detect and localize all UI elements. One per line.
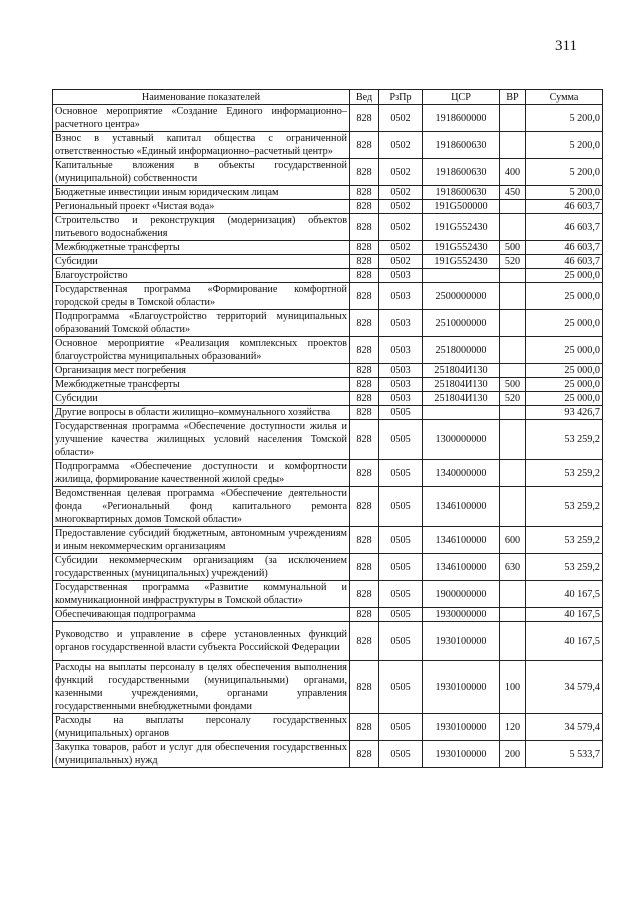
cell-sum: 46 603,7 bbox=[526, 255, 603, 269]
cell-name: Государственная программа «Развитие коммунальной и коммуникационной инфраструктуры в Томской области» bbox=[53, 581, 350, 608]
cell-rzpr: 0505 bbox=[379, 661, 423, 714]
cell-csr: 1930100000 bbox=[423, 741, 500, 768]
cell-sum: 5 200,0 bbox=[526, 105, 603, 132]
cell-name: Основное мероприятие «Создание Единого информационно–расчетного центра» bbox=[53, 105, 350, 132]
table-row bbox=[53, 214, 603, 241]
cell-vr bbox=[500, 200, 526, 214]
cell-sum: 5 533,7 bbox=[526, 741, 603, 768]
cell-vr bbox=[500, 283, 526, 310]
cell-sum: 40 167,5 bbox=[526, 622, 603, 661]
cell-name: Расходы на выплаты персоналу государственных (муниципальных) органов bbox=[53, 714, 350, 741]
cell-vr bbox=[500, 460, 526, 487]
cell-rzpr: 0503 bbox=[379, 364, 423, 378]
table-body bbox=[53, 105, 603, 768]
cell-csr: 2500000000 bbox=[423, 283, 500, 310]
cell-rzpr: 0502 bbox=[379, 200, 423, 214]
table-row bbox=[53, 337, 603, 364]
cell-csr: 1930100000 bbox=[423, 661, 500, 714]
cell-csr bbox=[423, 406, 500, 420]
cell-rzpr: 0505 bbox=[379, 608, 423, 622]
cell-rzpr: 0503 bbox=[379, 269, 423, 283]
cell-vr: 520 bbox=[500, 392, 526, 406]
cell-rzpr: 0505 bbox=[379, 714, 423, 741]
cell-rzpr: 0505 bbox=[379, 406, 423, 420]
cell-sum: 25 000,0 bbox=[526, 364, 603, 378]
cell-name: Бюджетные инвестиции иным юридическим лицам bbox=[53, 186, 350, 200]
cell-vr bbox=[500, 269, 526, 283]
cell-sum: 53 259,2 bbox=[526, 460, 603, 487]
cell-csr: 1346100000 bbox=[423, 527, 500, 554]
cell-ved: 828 bbox=[350, 392, 379, 406]
cell-name: Расходы на выплаты персоналу в целях обеспечения выполнения функций государственными (муниципальными) органами, казенными учреждениями, органами управления государственными внебюджетными фондами bbox=[53, 661, 350, 714]
cell-csr: 251804И130 bbox=[423, 392, 500, 406]
cell-csr: 1918600630 bbox=[423, 132, 500, 159]
cell-vr bbox=[500, 608, 526, 622]
cell-name: Государственная программа «Обеспечение доступности жилья и улучшение качества жилищных условий населения Томской области» bbox=[53, 420, 350, 460]
cell-vr bbox=[500, 364, 526, 378]
cell-ved: 828 bbox=[350, 622, 379, 661]
cell-csr: 251804И130 bbox=[423, 364, 500, 378]
table-row bbox=[53, 200, 603, 214]
cell-csr: 1918600000 bbox=[423, 105, 500, 132]
cell-name: Руководство и управление в сфере установленных функций органов государственной власти субъекта Российской Федерации bbox=[53, 622, 350, 661]
cell-csr: 1300000000 bbox=[423, 420, 500, 460]
cell-name: Капитальные вложения в объекты государственной (муниципальной) собственности bbox=[53, 159, 350, 186]
cell-csr: 1346100000 bbox=[423, 487, 500, 527]
cell-vr: 500 bbox=[500, 241, 526, 255]
cell-rzpr: 0505 bbox=[379, 420, 423, 460]
cell-vr bbox=[500, 105, 526, 132]
cell-ved: 828 bbox=[350, 200, 379, 214]
cell-ved: 828 bbox=[350, 214, 379, 241]
table-row bbox=[53, 255, 603, 269]
cell-ved: 828 bbox=[350, 105, 379, 132]
cell-sum: 46 603,7 bbox=[526, 200, 603, 214]
cell-vr: 200 bbox=[500, 741, 526, 768]
table-row bbox=[53, 132, 603, 159]
cell-rzpr: 0503 bbox=[379, 283, 423, 310]
table-row bbox=[53, 186, 603, 200]
cell-rzpr: 0505 bbox=[379, 741, 423, 768]
cell-vr bbox=[500, 581, 526, 608]
cell-ved: 828 bbox=[350, 378, 379, 392]
cell-csr: 1346100000 bbox=[423, 554, 500, 581]
cell-vr: 450 bbox=[500, 186, 526, 200]
cell-name: Строительство и реконструкция (модернизация) объектов питьевого водоснабжения bbox=[53, 214, 350, 241]
cell-ved: 828 bbox=[350, 420, 379, 460]
cell-name: Другие вопросы в области жилищно–коммунального хозяйства bbox=[53, 406, 350, 420]
cell-rzpr: 0505 bbox=[379, 460, 423, 487]
table-row bbox=[53, 714, 603, 741]
cell-rzpr: 0505 bbox=[379, 622, 423, 661]
cell-csr: 191G552430 bbox=[423, 214, 500, 241]
cell-rzpr: 0505 bbox=[379, 581, 423, 608]
cell-csr: 2510000000 bbox=[423, 310, 500, 337]
cell-rzpr: 0505 bbox=[379, 554, 423, 581]
cell-sum: 53 259,2 bbox=[526, 554, 603, 581]
cell-csr bbox=[423, 269, 500, 283]
table-row bbox=[53, 608, 603, 622]
cell-name: Предоставление субсидий бюджетным, автономным учреждениям и иным некоммерческим организациям bbox=[53, 527, 350, 554]
cell-sum: 25 000,0 bbox=[526, 310, 603, 337]
table-row bbox=[53, 283, 603, 310]
cell-csr: 1340000000 bbox=[423, 460, 500, 487]
table-row bbox=[53, 310, 603, 337]
cell-vr bbox=[500, 420, 526, 460]
cell-rzpr: 0502 bbox=[379, 255, 423, 269]
table-row bbox=[53, 622, 603, 661]
cell-ved: 828 bbox=[350, 554, 379, 581]
cell-csr: 2518000000 bbox=[423, 337, 500, 364]
cell-sum: 40 167,5 bbox=[526, 608, 603, 622]
cell-ved: 828 bbox=[350, 159, 379, 186]
cell-rzpr: 0503 bbox=[379, 337, 423, 364]
cell-rzpr: 0502 bbox=[379, 105, 423, 132]
cell-name: Субсидии bbox=[53, 255, 350, 269]
cell-ved: 828 bbox=[350, 741, 379, 768]
header-row bbox=[53, 90, 603, 105]
header-name: Наименование показателей bbox=[53, 90, 350, 105]
cell-rzpr: 0502 bbox=[379, 186, 423, 200]
header-rzpr: РзПр bbox=[379, 90, 423, 105]
cell-name: Межбюджетные трансферты bbox=[53, 378, 350, 392]
cell-vr: 600 bbox=[500, 527, 526, 554]
cell-ved: 828 bbox=[350, 661, 379, 714]
cell-vr bbox=[500, 214, 526, 241]
cell-vr: 630 bbox=[500, 554, 526, 581]
cell-rzpr: 0503 bbox=[379, 392, 423, 406]
cell-vr bbox=[500, 132, 526, 159]
cell-ved: 828 bbox=[350, 186, 379, 200]
table-row bbox=[53, 269, 603, 283]
table-row bbox=[53, 460, 603, 487]
table-row bbox=[53, 554, 603, 581]
table-row bbox=[53, 406, 603, 420]
cell-ved: 828 bbox=[350, 527, 379, 554]
cell-vr: 400 bbox=[500, 159, 526, 186]
cell-rzpr: 0503 bbox=[379, 378, 423, 392]
cell-sum: 46 603,7 bbox=[526, 214, 603, 241]
cell-ved: 828 bbox=[350, 255, 379, 269]
table-row bbox=[53, 420, 603, 460]
cell-sum: 25 000,0 bbox=[526, 283, 603, 310]
cell-name: Закупка товаров, работ и услуг для обеспечения государственных (муниципальных) нужд bbox=[53, 741, 350, 768]
cell-sum: 25 000,0 bbox=[526, 269, 603, 283]
cell-vr: 120 bbox=[500, 714, 526, 741]
cell-sum: 53 259,2 bbox=[526, 420, 603, 460]
cell-sum: 46 603,7 bbox=[526, 241, 603, 255]
cell-sum: 53 259,2 bbox=[526, 487, 603, 527]
cell-csr: 251804И130 bbox=[423, 378, 500, 392]
cell-ved: 828 bbox=[350, 241, 379, 255]
table-row bbox=[53, 581, 603, 608]
cell-ved: 828 bbox=[350, 269, 379, 283]
cell-vr: 100 bbox=[500, 661, 526, 714]
cell-ved: 828 bbox=[350, 406, 379, 420]
cell-name: Взнос в уставный капитал общества с ограниченной ответственностью «Единый информационно–расчетный центр» bbox=[53, 132, 350, 159]
cell-ved: 828 bbox=[350, 581, 379, 608]
table-header bbox=[53, 90, 603, 105]
cell-vr bbox=[500, 487, 526, 527]
cell-rzpr: 0503 bbox=[379, 310, 423, 337]
cell-name: Организация мест погребения bbox=[53, 364, 350, 378]
cell-name: Подпрограмма «Обеспечение доступности и комфортности жилища, формирование качественной жилой среды» bbox=[53, 460, 350, 487]
table-row bbox=[53, 105, 603, 132]
table-row bbox=[53, 741, 603, 768]
header-csr: ЦСР bbox=[423, 90, 500, 105]
budget-table bbox=[52, 89, 603, 768]
cell-ved: 828 bbox=[350, 487, 379, 527]
cell-ved: 828 bbox=[350, 132, 379, 159]
table-row bbox=[53, 661, 603, 714]
cell-csr: 1930000000 bbox=[423, 608, 500, 622]
cell-name: Основное мероприятие «Реализация комплексных проектов благоустройства муниципальных образований» bbox=[53, 337, 350, 364]
table-row bbox=[53, 241, 603, 255]
header-sum: Сумма bbox=[526, 90, 603, 105]
cell-rzpr: 0502 bbox=[379, 159, 423, 186]
page-number: 311 bbox=[555, 38, 577, 54]
cell-csr: 191G552430 bbox=[423, 241, 500, 255]
cell-vr bbox=[500, 310, 526, 337]
cell-csr: 191G552430 bbox=[423, 255, 500, 269]
header-ved: Вед bbox=[350, 90, 379, 105]
cell-rzpr: 0502 bbox=[379, 132, 423, 159]
header-vr: ВР bbox=[500, 90, 526, 105]
cell-name: Субсидии некоммерческим организациям (за исключением государственных (муниципальных) учреждений) bbox=[53, 554, 350, 581]
cell-name: Межбюджетные трансферты bbox=[53, 241, 350, 255]
cell-rzpr: 0505 bbox=[379, 527, 423, 554]
cell-sum: 34 579,4 bbox=[526, 714, 603, 741]
cell-ved: 828 bbox=[350, 364, 379, 378]
cell-sum: 25 000,0 bbox=[526, 337, 603, 364]
cell-name: Благоустройство bbox=[53, 269, 350, 283]
table-row bbox=[53, 378, 603, 392]
cell-csr: 1918600630 bbox=[423, 186, 500, 200]
cell-vr: 520 bbox=[500, 255, 526, 269]
cell-name: Государственная программа «Формирование комфортной городской среды в Томской области» bbox=[53, 283, 350, 310]
cell-ved: 828 bbox=[350, 337, 379, 364]
cell-sum: 25 000,0 bbox=[526, 378, 603, 392]
table-row bbox=[53, 364, 603, 378]
cell-sum: 53 259,2 bbox=[526, 527, 603, 554]
cell-sum: 5 200,0 bbox=[526, 159, 603, 186]
cell-name: Обеспечивающая подпрограмма bbox=[53, 608, 350, 622]
cell-name: Региональный проект «Чистая вода» bbox=[53, 200, 350, 214]
cell-name: Подпрограмма «Благоустройство территорий муниципальных образований Томской области» bbox=[53, 310, 350, 337]
table-row bbox=[53, 159, 603, 186]
cell-sum: 25 000,0 bbox=[526, 392, 603, 406]
cell-vr: 500 bbox=[500, 378, 526, 392]
cell-ved: 828 bbox=[350, 460, 379, 487]
cell-ved: 828 bbox=[350, 283, 379, 310]
cell-sum: 40 167,5 bbox=[526, 581, 603, 608]
cell-sum: 5 200,0 bbox=[526, 132, 603, 159]
cell-sum: 93 426,7 bbox=[526, 406, 603, 420]
cell-ved: 828 bbox=[350, 714, 379, 741]
cell-name: Субсидии bbox=[53, 392, 350, 406]
table-row bbox=[53, 392, 603, 406]
cell-rzpr: 0505 bbox=[379, 487, 423, 527]
cell-vr bbox=[500, 406, 526, 420]
cell-csr: 1900000000 bbox=[423, 581, 500, 608]
table-row bbox=[53, 527, 603, 554]
cell-rzpr: 0502 bbox=[379, 241, 423, 255]
cell-vr bbox=[500, 622, 526, 661]
table-row bbox=[53, 487, 603, 527]
cell-csr: 191G500000 bbox=[423, 200, 500, 214]
cell-name: Ведомственная целевая программа «Обеспечение деятельности фонда «Региональный фонд капитального ремонта многоквартирных домов Томской области» bbox=[53, 487, 350, 527]
cell-csr: 1930100000 bbox=[423, 714, 500, 741]
cell-sum: 5 200,0 bbox=[526, 186, 603, 200]
cell-ved: 828 bbox=[350, 608, 379, 622]
cell-csr: 1918600630 bbox=[423, 159, 500, 186]
cell-vr bbox=[500, 337, 526, 364]
cell-rzpr: 0502 bbox=[379, 214, 423, 241]
cell-sum: 34 579,4 bbox=[526, 661, 603, 714]
cell-ved: 828 bbox=[350, 310, 379, 337]
cell-csr: 1930100000 bbox=[423, 622, 500, 661]
